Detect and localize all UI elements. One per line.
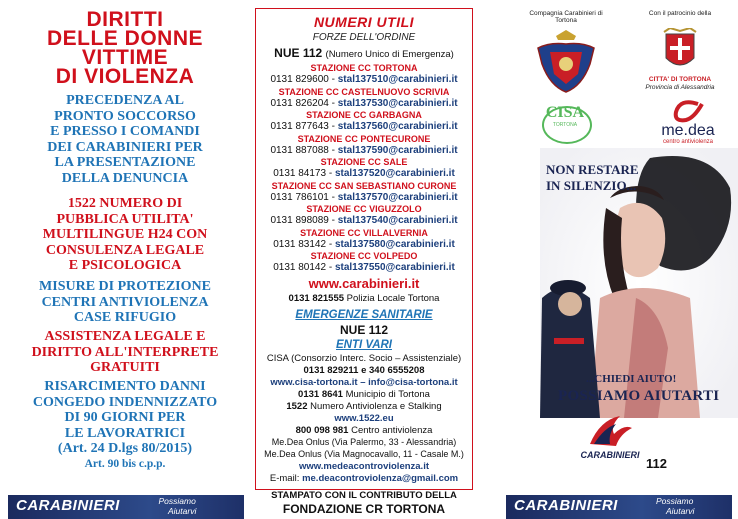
station-name: STAZIONE CC PONTECURONE	[297, 133, 431, 144]
ask-help-text: ...CHIEDI AIUTO!	[586, 373, 677, 385]
patronage-line: Con il patrocinio della	[648, 10, 712, 17]
carabinieri-banner-right	[506, 495, 732, 519]
right-emergency-block	[0, 93, 250, 186]
text-line: LA PRESENTAZIONE	[54, 155, 196, 170]
text-line: 1522 NUMERO DI	[67, 196, 183, 211]
municipality-number: 0131 8641	[298, 389, 343, 400]
station-phone: 0131 877643 -	[270, 121, 335, 132]
station-contact	[255, 262, 473, 273]
banner-tag-line: Aiutarvi	[168, 506, 197, 516]
text-line: CASE RIFUGIO	[73, 310, 177, 325]
station-email-link[interactable]: stal137510@carabinieri.it	[337, 74, 458, 85]
main-title	[0, 10, 250, 86]
station-name: STAZIONE CC GARBAGNA	[306, 110, 422, 120]
text-line: ASSISTENZA LEGALE E	[44, 329, 206, 344]
poster-line: NON RESTARE	[546, 162, 639, 177]
link-1522[interactable]: www.1522.eu	[334, 413, 394, 424]
station-name: STAZIONE CC VOLPEDO	[310, 251, 418, 261]
medea-logo	[648, 100, 728, 146]
separator: –	[357, 377, 369, 388]
sponsor-line-1: STAMPATO CON IL CONTRIBUTO DELLA	[271, 490, 457, 501]
numbers-header: NUMERI UTILI	[313, 14, 415, 30]
cisa-phones: 0131 829211 e 340 6555208	[303, 365, 425, 376]
useful-numbers-panel	[255, 0, 473, 519]
text-line: DIRITTO ALL'INTERPRETE	[31, 344, 219, 360]
text-line: DI 90 GIORNI PER	[64, 410, 186, 425]
police-subheader: FORZE DELL'ORDINE	[312, 32, 416, 43]
station-name: STAZIONE CC VILLALVERNIA	[300, 227, 428, 238]
banner-brand: CARABINIERI	[16, 497, 120, 514]
carabinieri-crest-logo	[528, 10, 604, 96]
medea-logo-subtext: centro antiviolenza	[662, 139, 714, 145]
station-name: STAZIONE CC SAN SEBASTIANO CURONE	[271, 180, 457, 191]
line-800	[255, 425, 473, 436]
medea-address-1: Me.Dea Onlus (Via Palermo, 33 - Alessandria)	[271, 437, 457, 447]
text-line: CONSULENZA LEGALE	[45, 242, 205, 258]
nue-health: NUE 112	[339, 323, 389, 337]
law-note: Art. 90 bis c.p.p.	[84, 457, 166, 470]
text-line: MULTILINGUE H24 CON	[42, 227, 208, 242]
legal-block	[0, 329, 250, 376]
station-email-link[interactable]: stal137590@carabinieri.it	[337, 144, 458, 156]
station-name: STAZIONE CC TORTONA	[310, 63, 418, 73]
text-line: (Art. 24 D.lgs 80/2015)	[57, 441, 193, 456]
station-contact	[255, 239, 473, 250]
carabinieri-wordmark: CARABINIERI	[580, 450, 640, 460]
banner-tag-line: Aiutarvi	[666, 506, 695, 516]
municipality-line	[255, 389, 473, 400]
police-label: Polizia Locale Tortona	[346, 293, 440, 304]
banner-tagline	[158, 496, 196, 516]
station-phone: 0131 786101 -	[270, 191, 335, 203]
station-contact	[255, 98, 473, 109]
number-800: 800 098 981	[295, 425, 349, 436]
text-line: DEI CARABINIERI PER	[47, 139, 203, 155]
station-name: STAZIONE CC VIGUZZOLO	[306, 204, 422, 214]
cisa-logo-text: CISA	[545, 104, 585, 121]
text-line: CENTRI ANTIVIOLENZA	[41, 294, 209, 310]
left-panel	[0, 0, 250, 519]
station-email-link[interactable]: stal137570@carabinieri.it	[337, 191, 458, 203]
medea-website-link[interactable]: www.medeacontroviolenza.it	[298, 461, 430, 472]
medea-logo-text: me.dea	[661, 122, 715, 139]
banner-tagline	[656, 496, 694, 516]
text-line: PUBBLICA UTILITA'	[56, 211, 194, 227]
station-email-link[interactable]: stal137530@carabinieri.it	[337, 97, 458, 109]
station-email-link[interactable]: stal137550@carabinieri.it	[334, 262, 455, 273]
station-phone: 0131 826204 -	[270, 97, 335, 109]
carabinieri-link[interactable]: www.carabinieri.it	[308, 276, 420, 291]
station-contact	[255, 145, 473, 156]
station-phone: 0131 83142 -	[273, 238, 333, 250]
protection-block	[0, 279, 250, 326]
title-line: DELLE DONNE	[46, 27, 203, 50]
station-phone: 0131 887088 -	[270, 144, 335, 156]
cisa-logo	[530, 100, 600, 144]
flame-icon	[580, 410, 640, 450]
cisa-logo-subtext: TORTONA	[552, 122, 578, 128]
poster-headline	[546, 162, 639, 194]
emergency-112: 112	[646, 456, 667, 471]
station-contact	[255, 192, 473, 203]
nue-line	[255, 46, 473, 60]
cisa-website-link[interactable]: www.cisa-tortona.it	[270, 377, 358, 388]
station-contact	[255, 215, 473, 226]
poster-line: IN SILENZIO...	[546, 178, 637, 193]
station-phone: 0131 80142 -	[273, 262, 333, 273]
station-email-link[interactable]: stal137580@carabinieri.it	[334, 238, 455, 250]
tortona-shield-icon	[640, 28, 720, 74]
banner-tag-line: Possiamo	[656, 496, 694, 506]
health-emergency-header: EMERGENZE SANITARIE	[295, 309, 433, 321]
station-phone: 0131 84173 -	[273, 168, 333, 179]
can-help-text: POSSIAMO AIUTARTI	[558, 388, 720, 404]
text-line: PRONTO SOCCORSO	[54, 108, 196, 124]
banner-brand: CARABINIERI	[514, 497, 618, 514]
alpha-icon	[668, 100, 708, 124]
email-link[interactable]: me.deacontroviolenza@gmail.com	[302, 473, 459, 484]
carabinieri-banner	[8, 495, 244, 519]
text-line: E PSICOLOGICA	[68, 258, 182, 273]
tortona-city-logo	[640, 10, 720, 100]
helpline-block	[0, 196, 250, 274]
station-contact	[255, 168, 473, 179]
text-line: E PRESSO I COMANDI	[50, 124, 200, 139]
right-panel	[500, 0, 738, 519]
municipality-label: Municipio di Tortona	[345, 389, 430, 400]
number-1522: 1522	[286, 401, 308, 412]
patronage-caption	[640, 10, 720, 17]
station-phone: 0131 898089 -	[270, 215, 335, 226]
label-800: Centro antiviolenza	[351, 425, 433, 436]
station-contact	[255, 74, 473, 85]
station-contact	[255, 121, 473, 132]
text-line: PRECEDENZA AL	[66, 93, 184, 108]
crest-icon	[528, 26, 604, 96]
text-line: DELLA DENUNCIA	[61, 170, 189, 186]
cisa-email-link[interactable]: info@cisa-tortona.it	[368, 377, 458, 388]
tortona-province: Provincia di Alessandria	[645, 84, 715, 91]
station-name: STAZIONE CC CASTELNUOVO SCRIVIA	[278, 86, 450, 97]
station-email-link[interactable]: stal137560@carabinieri.it	[337, 121, 458, 132]
text-line: CONGEDO INDENNIZZATO	[32, 394, 218, 410]
banner-tag-line: Possiamo	[158, 496, 196, 506]
email-label: E-mail:	[269, 473, 300, 484]
station-email-link[interactable]: stal137540@carabinieri.it	[337, 215, 458, 226]
nue-number: NUE 112	[274, 46, 323, 60]
label-1522: Numero Antiviolenza e Stalking	[310, 401, 442, 412]
police-number: 0131 821555	[288, 293, 345, 304]
sponsor-line-2: FONDAZIONE CR TORTONA	[282, 502, 446, 516]
email-line	[255, 473, 473, 484]
station-name: STAZIONE CC SALE	[320, 157, 408, 167]
tortona-name: CITTA' DI TORTONA	[648, 76, 712, 83]
cisa-contacts	[255, 377, 473, 388]
crest-caption: Compagnia Carabinieri di Tortona	[529, 10, 603, 24]
title-line: DI VIOLENZA	[55, 65, 195, 88]
nue-note: (Numero Unico di Emergenza)	[325, 49, 454, 60]
title-line: VITTIME	[81, 46, 169, 69]
text-line: RISARCIMENTO DANNI	[44, 379, 206, 394]
station-email-link[interactable]: stal137520@carabinieri.it	[334, 168, 455, 179]
text-line: LE LAVORATRICI	[64, 425, 186, 441]
compensation-block	[0, 379, 250, 472]
line-1522	[255, 401, 473, 412]
cisa-name: CISA (Consorzio Interc. Socio – Assistenziale)	[266, 353, 462, 364]
title-line: DIRITTI	[86, 8, 164, 31]
police-line	[255, 293, 473, 304]
medea-address-2: Me.Dea Onlus (Via Magnocavallo, 11 - Casale M.)	[264, 449, 464, 459]
text-line: MISURE DI PROTEZIONE	[39, 279, 211, 294]
text-line: GRATUITI	[90, 360, 160, 375]
station-phone: 0131 829600 -	[270, 74, 335, 85]
agencies-header: ENTI VARI	[335, 339, 392, 351]
